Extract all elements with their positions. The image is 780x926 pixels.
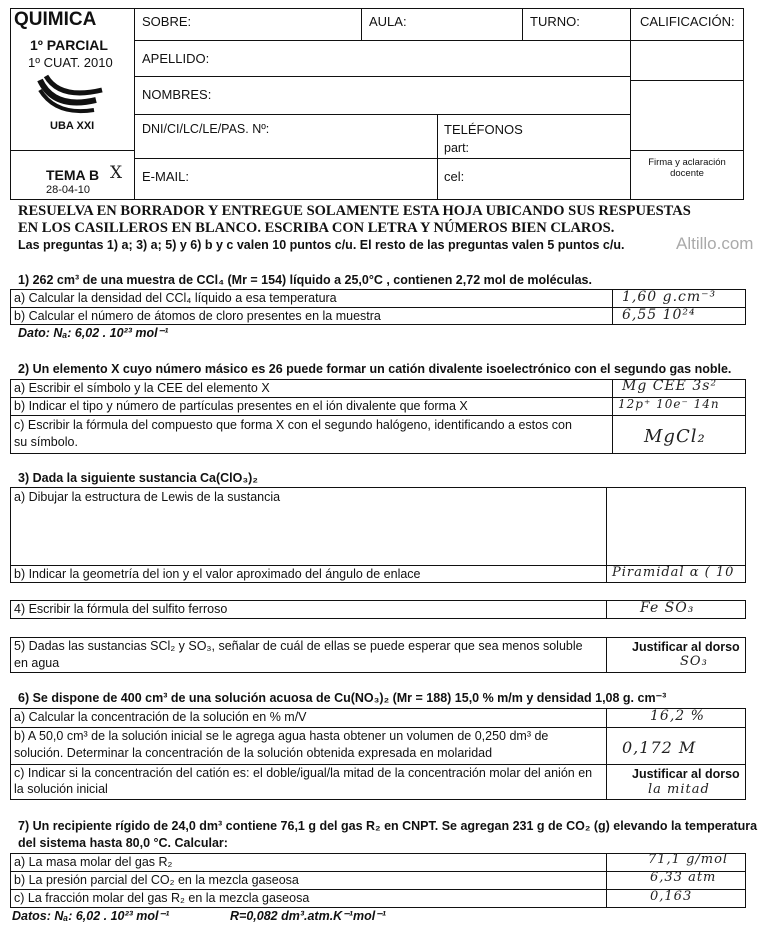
q5-justify-label: Justificar al dorso — [632, 640, 740, 654]
header-divider — [361, 8, 362, 40]
q2-b-text: b) Indicar el tipo y número de partículas presentes en el ión divalente que forma X — [14, 399, 468, 413]
q2-b-answer[interactable]: 12p⁺ 10e⁻ 14n — [618, 397, 720, 411]
dni-field[interactable]: DNI/CI/LC/LE/PAS. Nº: — [142, 122, 270, 136]
cel-field[interactable]: cel: — [444, 169, 465, 184]
q6-c-answer[interactable]: la mitad — [648, 782, 710, 797]
q7-b-text: b) La presión parcial del CO₂ en la mezcla gaseosa — [14, 873, 299, 887]
q6-b-answer[interactable]: 0,172 M — [622, 738, 697, 757]
part-field[interactable]: part: — [444, 141, 470, 155]
q7-b-answer[interactable]: 6,33 atm — [650, 870, 717, 885]
header-divider — [10, 150, 134, 151]
q1-title: 1) 262 cm³ de una muestra de CCl₄ (Mr = 154) líquido a 25,0°C , contienen 2,72 mol de moléculas. — [18, 273, 592, 287]
q1-dato: Dato: Nₐ: 6,02 . 10²³ mol⁻¹ — [18, 326, 169, 340]
q6-title: 6) Se dispone de 400 cm³ de una solución acuosa de Cu(NO₃)₂ (Mr = 188) 15,0 % m/m y densidad 1,08 g. cm⁻³ — [18, 691, 667, 705]
instruction-line-1: RESUELVA EN BORRADOR Y ENTREGUE SOLAMENTE ESTA HOJA UBICANDO SUS RESPUESTAS — [18, 203, 691, 219]
row-divider — [10, 415, 746, 416]
exam-date: 28-04-10 — [46, 184, 91, 196]
aula-field[interactable]: AULA: — [369, 14, 407, 29]
q1-a-text: a) Calcular la densidad del CCl₄ líquido a esa temperatura — [14, 291, 337, 305]
q7-a-answer[interactable]: 71,1 g/mol — [648, 852, 729, 867]
header-divider — [134, 8, 135, 200]
answer-divider — [606, 487, 607, 583]
watermark: Altillo.com — [676, 234, 754, 253]
q7-title-1: 7) Un recipiente rígido de 24,0 dm³ contiene 76,1 g del gas R₂ en CNPT. Se agregan 231 g de CO₂ (g) elevando la temperatura — [18, 819, 758, 833]
row-divider — [10, 727, 746, 728]
calificacion-field[interactable]: CALIFICACIÓN: — [640, 14, 735, 29]
row-divider — [10, 889, 746, 890]
q3-title: 3) Dada la siguiente sustancia Ca(ClO₃)₂ — [18, 471, 258, 485]
subject-title: QUIMICA — [14, 9, 97, 30]
answer-divider — [606, 600, 607, 619]
q6-b-text-2: solución. Determinar la concentración de la solución obtenida expresada en molaridad — [14, 746, 493, 760]
q5-text-2: en agua — [14, 656, 60, 670]
q3-b-answer[interactable]: Piramidal α ( 10 — [612, 565, 735, 580]
q7-a-text: a) La masa molar del gas R₂ — [14, 855, 173, 869]
q6-a-answer[interactable]: 16,2 % — [650, 708, 705, 724]
apellido-field[interactable]: APELLIDO: — [142, 51, 210, 66]
q7-title-2: del sistema hasta 80,0 °C. Calcular: — [18, 836, 228, 850]
q7-c-text: c) La fracción molar del gas R₂ en la mezcla gaseosa — [14, 891, 310, 905]
q2-c-answer[interactable]: MgCl₂ — [644, 426, 706, 447]
sobre-field[interactable]: SOBRE: — [142, 14, 192, 29]
q3-b-text: b) Indicar la geometría del ion y el valor aproximado del ángulo de enlace — [14, 567, 421, 581]
q1-b-answer[interactable]: 6,55 10²⁴ — [622, 307, 696, 323]
instruction-line-3: Las preguntas 1) a; 3) a; 5) y 6) b y c valen 10 puntos c/u. El resto de las preguntas valen 5 puntos c/u. — [18, 238, 625, 252]
logo-text: UBA XXI — [50, 120, 95, 132]
q2-c-text-2: su símbolo. — [14, 435, 78, 449]
turno-field[interactable]: TURNO: — [530, 14, 580, 29]
header-divider — [134, 76, 630, 77]
header-divider — [630, 8, 631, 200]
q7-c-answer[interactable]: 0,163 — [650, 889, 693, 904]
header-divider — [630, 150, 744, 151]
q6-justify-label: Justificar al dorso — [632, 767, 740, 781]
q3-a-text: a) Dibujar la estructura de Lewis de la sustancia — [14, 490, 281, 504]
instruction-line-2: EN LOS CASILLEROS EN BLANCO. ESCRIBA CON LETRA Y NÚMEROS BIEN CLAROS. — [18, 220, 615, 236]
header-divider — [134, 114, 630, 115]
lewis-structure-area[interactable] — [12, 508, 604, 564]
q5-text-1: 5) Dadas las sustancias SCl₂ y SO₃, señalar de cuál de ellas se puede esperar que sea menos soluble — [14, 639, 583, 653]
row-divider — [10, 871, 746, 872]
header-divider — [630, 80, 744, 81]
q6-c-text-1: c) Indicar si la concentración del catión es: el doble/igual/la mitad de la concentración molar del anión en — [14, 766, 593, 780]
q7-datos: Datos: Nₐ: 6,02 . 10²³ mol⁻¹ — [12, 909, 170, 923]
header-divider — [134, 40, 744, 41]
exam-name: 1º PARCIAL — [30, 37, 108, 53]
answer-divider — [612, 379, 613, 454]
answer-divider — [606, 708, 607, 800]
nombres-field[interactable]: NOMBRES: — [142, 87, 212, 102]
answer-divider — [606, 637, 607, 673]
tema-label: TEMA B — [46, 167, 100, 183]
header-divider — [437, 114, 438, 200]
q2-c-text-1: c) Escribir la fórmula del compuesto que forma X con el segundo halógeno, identificando a estos con — [14, 418, 572, 432]
answer-divider — [606, 853, 607, 908]
q7-r-constant: R=0,082 dm³.atm.K⁻¹mol⁻¹ — [230, 909, 386, 923]
q6-b-text-1: b) A 50,0 cm³ de la solución inicial se le agrega agua hasta obtener un volumen de 0,250 dm³ de — [14, 729, 549, 743]
q4-text: 4) Escribir la fórmula del sulfito ferroso — [14, 602, 228, 616]
header-divider — [522, 8, 523, 40]
q6-a-text: a) Calcular la concentración de la solución en % m/V — [14, 710, 307, 724]
q1-a-answer[interactable]: 1,60 g.cm⁻³ — [622, 289, 717, 305]
q6-c-text-2: la solución inicial — [14, 782, 108, 796]
answer-divider — [612, 289, 613, 325]
q2-title: 2) Un elemento X cuyo número másico es 26 puede formar un catión divalente isoelectrónico con el segundo gas noble. — [18, 362, 732, 376]
tema-mark: X — [110, 163, 124, 183]
q5-answer[interactable]: SO₃ — [680, 654, 708, 669]
q4-answer[interactable]: Fe SO₃ — [640, 600, 695, 616]
telefonos-label: TELÉFONOS — [444, 122, 523, 137]
q2-a-answer[interactable]: Mg CEE 3s² — [622, 378, 718, 394]
firma-label: Firma y aclaración docente — [648, 157, 726, 179]
q2-a-text: a) Escribir el símbolo y la CEE del elemento X — [14, 381, 270, 395]
uba-logo-icon — [36, 74, 116, 118]
row-divider — [10, 764, 746, 765]
exam-term: 1º CUAT. 2010 — [28, 55, 113, 70]
header-divider — [134, 158, 630, 159]
email-field[interactable]: E-MAIL: — [142, 169, 189, 184]
q1-b-text: b) Calcular el número de átomos de cloro presentes en la muestra — [14, 309, 381, 323]
